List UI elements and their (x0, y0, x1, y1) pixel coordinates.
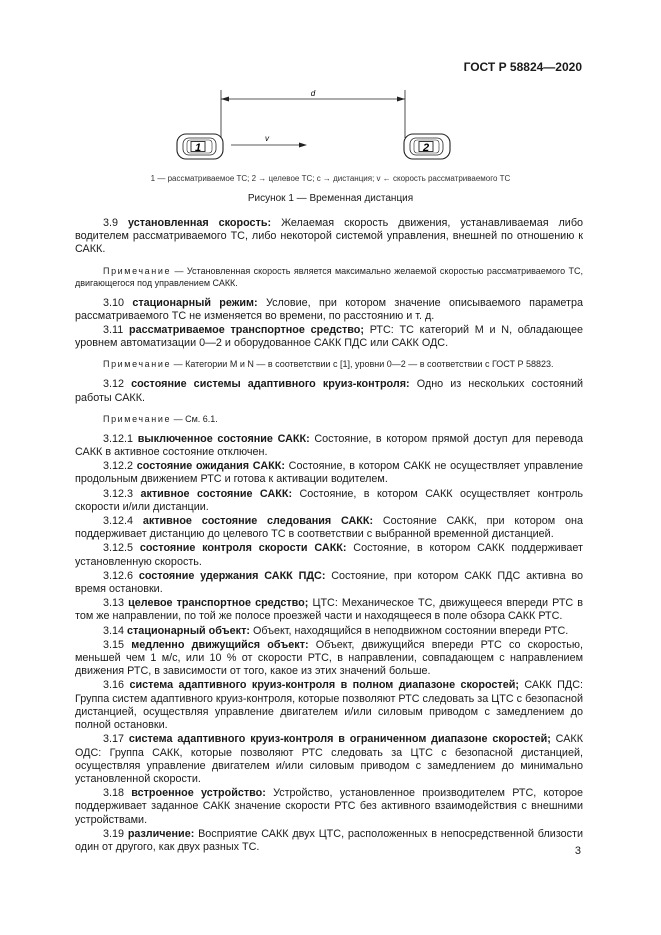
definitions-list (75, 217, 583, 855)
velocity-label: v (265, 134, 269, 143)
definition-3-11: 3.11 рассматриваемое транспортное средство; РТС: ТС категорий M и N, обладающее уровнем автоматизации 0—2 и оборудованное САКК ПДС или САКК ОДС. (75, 324, 583, 350)
definition-3-12: 3.12 состояние системы адаптивного круиз-контроля: Одно из нескольких состояний работы САКК. (75, 378, 584, 404)
definition-3-17: 3.17 система адаптивного круиз-контроля в ограниченном диапазоне скоростей; САКК ОДС: Группа САКК, которые позволяют РТС следовать за ЦТС с безопасной дистанцией, осуществляя управление двигателем и/или силовым приводом с замедлением до минимально установленной скорости. (75, 733, 584, 785)
note-categories: Примечание — Категории M и N — в соответствии с [1], уровни 0—2 — в соответствии с ГОСТ Р 58823. (103, 359, 554, 370)
definition-3-18: 3.18 встроенное устройство: Устройство, установленное производителем РТС, которое поддерживает заданное САКК значение скорости РТС без активного взаимодействия с внешними устройствами. (75, 787, 583, 826)
definition-3-15: 3.15 медленно движущийся объект: Объект, движущийся впереди РТС со скоростью, меньшей чем 1 м/с, или 10 % от скорости РТС, в направлении, совпадающем с направлением движения РТС, в зависимости от того, какое из этих значений больше. (75, 638, 584, 678)
definition-3-16: 3.16 система адаптивного круиз-контроля в полном диапазоне скоростей; САКК ПДС: Группа систем адаптивного круиз-контроля, которые позволяют РТС следовать за ЦТС с безопасной дистанцией, осуществляя управление двигателем и/или силовым приводом с замедлением до полной остановки. (75, 679, 584, 732)
time-gap-figure (0, 80, 661, 210)
definition-3-12-5: 3.12.5 состояние контроля скорости САКК: Состояние, в котором САКК поддерживает установленную скорость. (75, 542, 584, 568)
definition-3-13: 3.13 целевое транспортное средство; ЦТС: Механическое ТС, движущееся впереди РТС в том же направлении, по той же полосе проезжей части и находящееся в поле обзора САКК РТС. (75, 597, 584, 623)
note-see-6-1: Примечание — См. 6.1. (103, 413, 218, 424)
definition-3-12-4: 3.12.4 активное состояние следования САКК: Состояние САКК, при котором она поддерживает дистанцию до целевого ТС в соответствии с выбранной временной дистанцией. (75, 515, 583, 541)
definition-3-12-2: 3.12.2 состояние ожидания САКК: Состояние, в котором САКК не осуществляет управление продольным движением РТС и готова к активации водителем. (75, 460, 584, 486)
distance-arrow-right (397, 97, 405, 102)
definition-3-12-1: 3.12.1 выключенное состояние САКК: Состояние, в котором прямой доступ для перевода САКК в активное состояние отключен. (75, 432, 583, 459)
definition-3-12-6: 3.12.6 состояние удержания САКК ПДС: Состояние, при котором САКК ПДС активна во время остановки. (75, 569, 584, 596)
definition-3-9: 3.9 установленная скорость: Желаемая скорость движения, устанавливаемая либо водителем рассматриваемого ТС, либо некоторой системой управления, внешней по отношению к САКК. (75, 217, 584, 256)
distance-arrow-left (221, 97, 229, 102)
definition-3-19: 3.19 различение: Восприятие САКК двух ЦТС, расположенных в непосредственной близости один от другого, как двух разных ТС. (75, 827, 584, 853)
document-header: ГОСТ Р 58824—2020 (463, 60, 582, 74)
definition-3-14: 3.14 стационарный объект: Объект, находящийся в неподвижном состоянии впереди РТС. (103, 624, 569, 637)
car-2-label: 2 (422, 142, 430, 154)
figure-caption: Рисунок 1 — Временная дистанция (247, 193, 414, 204)
definition-3-12-3: 3.12.3 активное состояние САКК: Состояние, в котором САКК осуществляет контроль скорости и/или дистанции. (75, 487, 584, 513)
definition-3-10: 3.10 стационарный режим: Условие, при котором значение описываемого параметра рассматриваемого ТС не изменяется во времени, по расстоянию и т. д. (75, 296, 583, 322)
note-set-speed: Примечание — Установленная скорость является максимально желаемой скоростью рассматриваемого ТС, двигающегося под управлением САКК. (75, 265, 583, 288)
distance-label: d (310, 89, 316, 98)
car-1-label: 1 (194, 142, 202, 154)
page-number: 3 (574, 845, 581, 857)
velocity-arrow-head (299, 143, 307, 148)
figure-legend: 1 — рассматриваемое ТС; 2 → целевое ТС; c → дистанция; v ← скорость рассматриваемого ТС (150, 174, 511, 183)
